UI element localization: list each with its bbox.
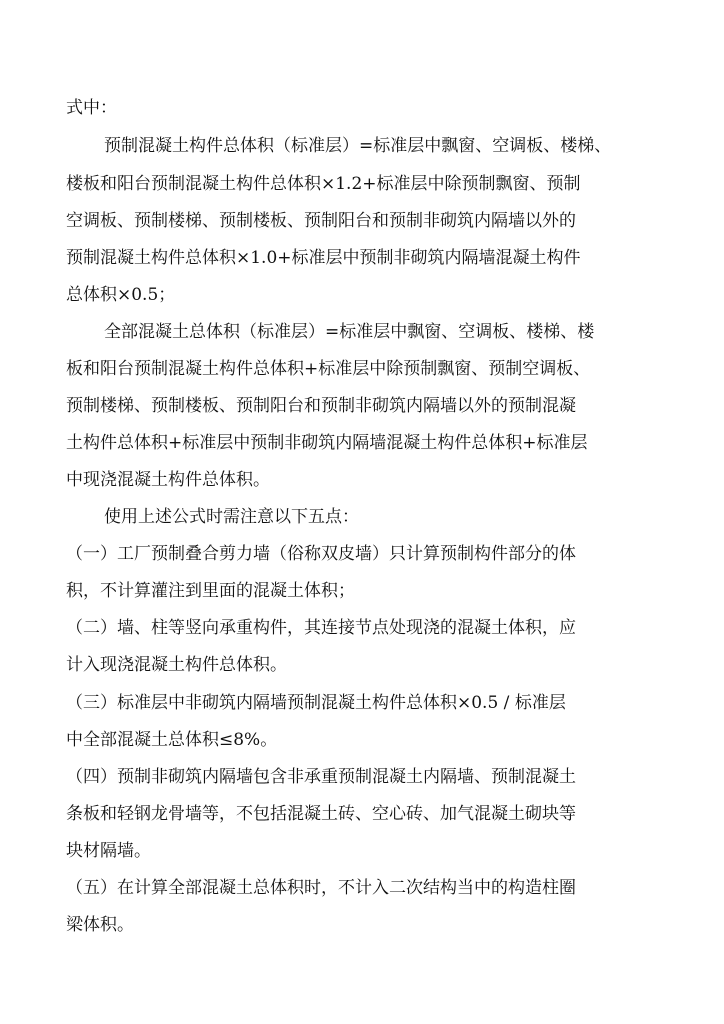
text-line-precast-definition-4: 预制混凝土构件总体积×1.0+标准层中预制非砌筑内隔墙混凝土构件 <box>66 248 581 268</box>
text-line-total-definition-4: 土构件总体积+标准层中预制非砌筑内隔墙混凝土构件总体积+标准层 <box>66 433 588 453</box>
text-line-precast-definition-1: 预制混凝土构件总体积（标准层）=标准层中飘窗、空调板、楼梯、 <box>104 136 612 156</box>
text-line-note-one-1: （一）工厂预制叠合剪力墙（俗称双皮墙）只计算预制构件部分的体 <box>66 544 576 564</box>
text-line-note-two-2: 计入现浇混凝土构件总体积。 <box>66 655 287 675</box>
text-line-note-two-1: （二）墙、柱等竖向承重构件，其连接节点处现浇的混凝土体积，应 <box>66 618 576 638</box>
text-line-note-four-1: （四）预制非砌筑内隔墙包含非承重预制混凝土内隔墙、预制混凝土 <box>66 767 576 787</box>
text-line-note-five-2: 梁体积。 <box>66 915 134 935</box>
text-line-total-definition-3: 预制楼梯、预制楼板、预制阳台和预制非砌筑内隔墙以外的预制混凝 <box>66 396 576 416</box>
text-line-note-three-2: 中全部混凝土总体积≤8%。 <box>66 730 278 750</box>
text-line-note-three-1: （三）标准层中非砌筑内隔墙预制混凝土构件总体积×0.5 / 标准层 <box>66 693 566 713</box>
text-line-precast-definition-2: 楼板和阳台预制混凝土构件总体积×1.2+标准层中除预制飘窗、预制 <box>66 174 581 194</box>
text-line-total-definition-2: 板和阳台预制混凝土构件总体积+标准层中除预制飘窗、预制空调板、 <box>66 359 591 379</box>
text-line-note-four-3: 块材隔墙。 <box>66 841 151 861</box>
text-line-note-one-2: 积，不计算灌注到里面的混凝土体积； <box>66 581 355 601</box>
text-line-precast-definition-5: 总体积×0.5； <box>66 285 176 305</box>
text-line-precast-definition-3: 空调板、预制楼梯、预制楼板、预制阳台和预制非砌筑内隔墙以外的 <box>66 211 576 231</box>
text-line-note-five-1: （五）在计算全部混凝土总体积时，不计入二次结构当中的构造柱圈 <box>66 878 576 898</box>
text-line-total-definition-5: 中现浇混凝土构件总体积。 <box>66 470 270 490</box>
text-line-note-four-2: 条板和轻钢龙骨墙等，不包括混凝土砖、空心砖、加气混凝土砌块等 <box>66 804 576 824</box>
text-line-notes-heading: 使用上述公式时需注意以下五点： <box>104 507 359 527</box>
text-line-formula-intro: 式中： <box>66 98 117 118</box>
text-line-total-definition-1: 全部混凝土总体积（标准层）=标准层中飘窗、空调板、楼梯、楼 <box>104 322 595 342</box>
